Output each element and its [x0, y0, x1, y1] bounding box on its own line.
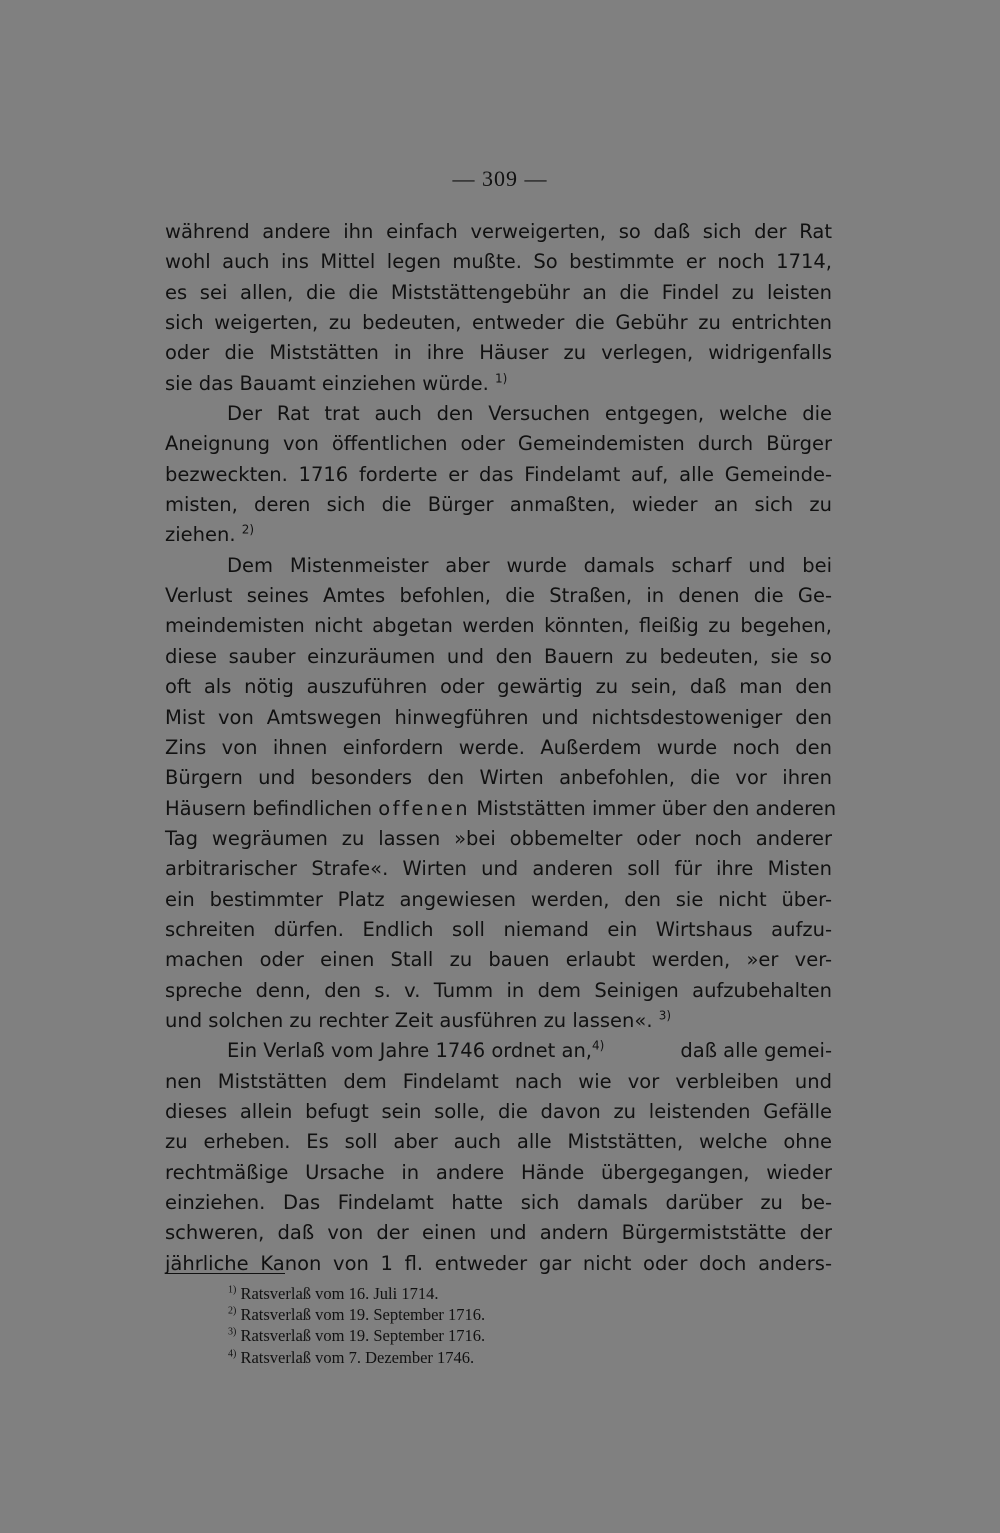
text-line: rechtmäßige Ursache in andere Hände übergegangen, wieder [165, 1160, 832, 1184]
text-segment: sie das Bauamt einziehen würde. [165, 371, 489, 395]
footnotes [228, 1283, 728, 1368]
text-line [165, 1006, 832, 1036]
text-line: es sei allen, die die Miststättengebühr an die Findel zu leisten [165, 280, 832, 304]
footnote [228, 1283, 728, 1304]
footnote-ref: 3) [658, 1008, 672, 1023]
text-line: ein bestimmter Platz angewiesen werden, den sie nicht über- [165, 887, 832, 911]
text-line: Mist von Amtswegen hinwegführen und nichtsdestoweniger den [165, 705, 832, 729]
text-line: meindemisten nicht abgetan werden könnten, fleißig zu begehen, [165, 614, 832, 638]
text-line: wohl auch ins Mittel legen mußte. So bestimmte er noch 1714, [165, 250, 832, 274]
text-line: Aneignung von öffentlichen oder Gemeindemisten durch Bürger [165, 432, 832, 456]
text-line: misten, deren sich die Bürger anmaßten, wieder an sich zu [165, 493, 832, 517]
text-line: Zins von ihnen einfordern werde. Außerdem wurde noch den [165, 735, 832, 759]
text-line: arbitrarischer Strafe«. Wirten und anderen soll für ihre Misten [165, 857, 832, 881]
text-line [165, 1036, 832, 1066]
text-line: oft als nötig auszuführen oder gewärtig zu sein, daß man den [165, 675, 832, 699]
footnote-mark: 1) [228, 1284, 237, 1296]
text-segment-inner: Ein Verlaß vom Jahre 1746 ordnet an, [227, 1039, 593, 1063]
text-segment: Miststätten immer über den anderen [476, 796, 837, 820]
text-segment: Häusern befindlichen [165, 796, 373, 820]
footnote-mark: 3) [228, 1326, 237, 1338]
footnote-ref: 2) [241, 522, 255, 537]
text-line: dieses allein befugt sein solle, die davon zu leistenden Gefälle [165, 1099, 832, 1123]
text-line [165, 520, 832, 550]
text-line: nen Miststätten dem Findelamt nach wie vor verbleiben und [165, 1069, 832, 1093]
text-line: jährliche Kanon von 1 fl. entweder gar nicht oder doch anders- [165, 1251, 832, 1275]
text-line: während andere ihn einfach verweigerten, so daß sich der Rat [165, 220, 832, 243]
footnote-mark: 4) [228, 1348, 237, 1360]
text-line: diese sauber einzuräumen und den Bauern zu bedeuten, sie so [165, 644, 832, 668]
text-line: oder die Miststätten in ihre Häuser zu verlegen, widrigenfalls [165, 341, 832, 365]
text-segment: ziehen. [165, 523, 236, 547]
footnote-mark: 2) [228, 1305, 237, 1317]
footnote-text: Ratsverlaß vom 19. September 1716. [240, 1326, 486, 1346]
text-line: Tag wegräumen zu lassen »bei obbemelter oder noch anderer [165, 826, 832, 850]
footnote-separator [165, 1273, 285, 1274]
footnote [228, 1325, 728, 1346]
footnote-text: Ratsverlaß vom 19. September 1716. [240, 1305, 486, 1325]
footnote-text: Ratsverlaß vom 16. Juli 1714. [240, 1284, 439, 1303]
text-line [165, 794, 837, 824]
body-text [165, 217, 837, 1279]
text-line: Der Rat trat auch den Versuchen entgegen, welche die [227, 402, 832, 426]
footnote [228, 1347, 728, 1368]
footnote-ref: 1) [495, 371, 508, 386]
spaced-emphasis: offenen [378, 796, 471, 820]
text-line: Bürgern und besonders den Wirten anbefohlen, die vor ihren [165, 766, 832, 790]
text-segment: daß alle gemei- [680, 1039, 832, 1063]
footnote [228, 1304, 728, 1325]
text-line: spreche denn, den s. v. Tumm in dem Seinigen aufzubehalten [165, 978, 832, 1002]
text-line: schreiten dürfen. Endlich soll niemand ein Wirtshaus aufzu- [165, 917, 832, 941]
footnote-text: Ratsverlaß vom 7. Dezember 1746. [240, 1347, 475, 1367]
text-line: zu erheben. Es soll aber auch alle Miststätten, welche ohne [165, 1130, 832, 1154]
text-line: Verlust seines Amtes befohlen, die Straßen, in denen die Ge- [165, 584, 832, 608]
text-line: schweren, daß von der einen und andern Bürgermiststätte der [165, 1221, 832, 1245]
text-line: einziehen. Das Findelamt hatte sich damals darüber zu be- [165, 1191, 832, 1214]
page-number: — 309 — [452, 166, 548, 191]
footnote-ref: 4) [592, 1038, 605, 1053]
text-line: machen oder einen Stall zu bauen erlaubt werden, »er ver- [165, 948, 832, 972]
text-segment [227, 1036, 604, 1066]
text-line: sich weigerten, zu bedeuten, entweder die Gebühr zu entrichten [165, 311, 832, 335]
text-line [165, 369, 832, 399]
text-line: bezweckten. 1716 forderte er das Findelamt auf, alle Gemeinde- [165, 462, 832, 486]
text-segment: und solchen zu rechter Zeit ausführen zu lassen«. [165, 1008, 653, 1032]
text-line: Dem Mistenmeister aber wurde damals scharf und bei [227, 553, 832, 577]
